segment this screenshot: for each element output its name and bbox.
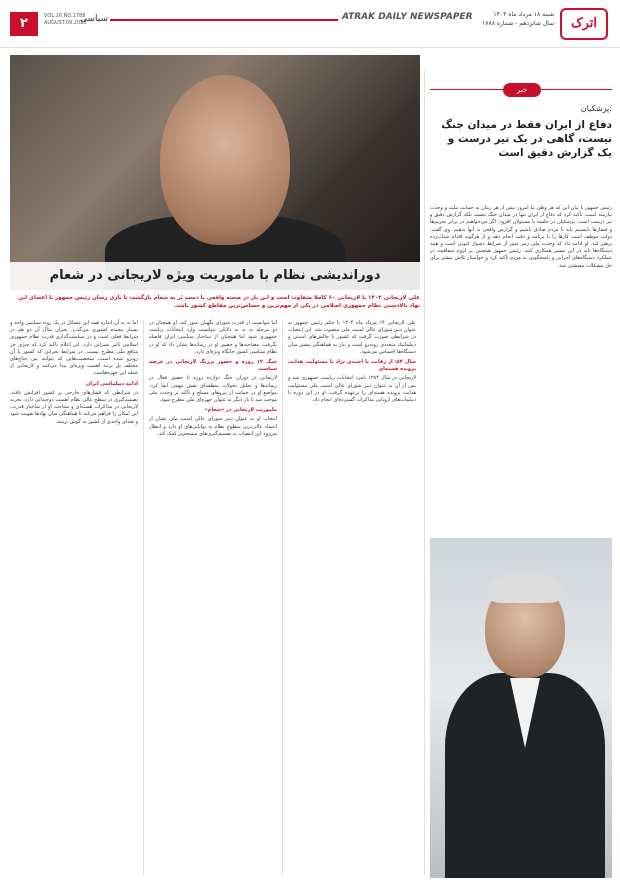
col1-subhead: ادامه دیپلماسی ایران	[85, 380, 138, 387]
page-header	[0, 0, 620, 48]
col2-text-c: انتخاب او به عنوان دبیر شورای عالی امنیت ملی نشان از اعتماد عالی‌ترین سطوح نظام به توانایی‌های او دارد و انتظار می‌رود این انتصاب به تصمیم‌گیری‌های منسجم‌تر کمک کند.	[149, 416, 277, 437]
page-number: ۲	[10, 12, 38, 36]
col2-subhead: چنگ ۱۲ روزه و حضور پررنگ لاریجانی در عرصه سیاست	[149, 359, 277, 373]
col2-subhead-2: ماموریت لاریجانی در «شعام»	[204, 407, 277, 414]
photo-face	[160, 75, 290, 245]
col3-subhead: سال ۸۴: از رقابت با احمدی نژاد تا مسئولیت هدایت پرونده هسته‌ای	[288, 359, 417, 373]
sidebar-kicker: پزشکیان:	[580, 104, 612, 113]
article-column-3	[288, 320, 416, 878]
col3-text-b: لاریجانی در سال ۱۳۸۴ نامزد انتخابات ریاست جمهوری شد و پس از آن به عنوان دبیر شورای عالی امنیت ملی مسئولیت هدایت پرونده هسته‌ای را برعهده گرفت. او در این دوره با دیپلمات‌های اروپایی مذاکرات گسترده‌ای انجام داد.	[288, 375, 416, 404]
sidebar-article	[430, 205, 612, 535]
main-headline: دوراندیشی نظام با ماموریت ویژه لاریجانی در شعام	[10, 262, 420, 290]
col1-text: اما نه به آن اندازه همه این مسائل در یک روند سیاسی واحد و بسیار پیچیده کشوری می‌گذرد. بحران مثال آن دو هم در شرایط فعلی است و در سیاست‌گذاری قدرت نظام جمهوری اسلامی تاثیر بسزایی دارد. این اعلام تاکید کرد که چیزی جز منافع ملی مطرح نیست. در شرایط بحرانی که کشور با آن روبرو شده است، شخصیت‌هایی که بتوانند بین جناح‌های مختلف پل بزنند اهمیت ویژه‌ای پیدا می‌کنند و لاریجانی از جمله این چهره‌هاست.	[10, 320, 138, 377]
col3-text: علی لاریجانی ۱۴ مرداد ماه ۱۴۰۴ با حکم رئیس جمهور به عنوان دبیر شورای عالی امنیت ملی منصوب شد. این انتصاب در شرایطی صورت گرفت که کشور با چالش‌های امنیتی و دیپلماتیک متعددی روبه‌رو است و نیاز به هماهنگی بیشتر میان دستگاه‌ها احساس می‌شود.	[288, 320, 417, 355]
sidebar-photo	[430, 538, 612, 878]
issue-date-fa	[478, 10, 554, 28]
article-column-1	[10, 320, 138, 878]
section-label: سیاسی	[80, 14, 109, 24]
main-caption: علی لاریجانی ۱۴۰۴ با لاریجانی ۶۰ کاملا متفاوت است و این بار در صحنه واقعی با دست پُر به شعام بازگشت تا بازی رسان رئیس جمهور با اعضای این نهاد بالادستی نظام جمهوری اسلامی در یکی از مهم‌ترین و حساس‌ترین مقاطع کشور باشد.	[18, 295, 420, 309]
photo2-hair	[488, 573, 562, 603]
daily-title: ATRAK DAILY NEWSPAPER	[342, 12, 473, 22]
column-divider	[143, 320, 144, 875]
volume-number: VOL.16 NO.1788	[44, 13, 86, 19]
article-column-2	[149, 320, 277, 878]
header-rule	[110, 19, 338, 21]
issue-date-en: AUGUST.09.2025	[44, 20, 87, 26]
col2-text: اما نتوانست از قدرت شورای نگهبان عبور کند. او همچنان در دو مرحله به نه به دلایلی نتوانست وارد انتخابات ریاست جمهوری شود اما همچنان از ساختار سیاسی ایران فاصله نگرفت. مصاحبه‌ها و حضور او در رسانه‌ها نشان داد که او در نظام سیاسی کشور جایگاه ویژه‌ای دارد.	[149, 320, 277, 355]
sidebar-title: دفاع از ایران فقط در میدان جنگ نیست، گاهی در یک تیر درست و یک گزارش دقیق است	[441, 119, 612, 159]
sidebar-text: رئیس جمهور با بیان این که هر وطن ما امروز بیش از هر زمان به حمایت ملت و وحدت نیازمند است، تأکید کرد که دفاع از ایران تنها در میدان جنگ نیست بلکه گزارش دقیق و تیر درست است. پزشکیان در جلسه با مسئولان افزود: اگر می‌خواهیم در برابر تحریم‌ها و فشارها بایستیم باید با مردم صادق باشیم و گزارش واقعی به آنها بدهیم. وی گفت: دولت موظف است کارها را با برنامه و دقت انجام دهد و از هرگونه اقدام شتاب‌زده پرهیز کند. او ادامه داد که وحدت ملی رمز عبور از شرایط دشوار کنونی است و همه دستگاه‌ها باید در این مسیر همکاری کنند. رئیس جمهور همچنین بر لزوم شفافیت در عملکرد دستگاه‌های اجرایی و پاسخگویی به مردم تأکید کرد و خواستار تلاش بیشتر برای حل مشکلات معیشتی شد.	[430, 205, 612, 269]
date-sub: سال شانزدهم - شماره ۱۷۸۸	[482, 20, 554, 27]
col2-text-b: لاریجانی در دوران جنگ دوازده روزه با حضور فعال در رسانه‌ها و تحلیل تحولات منطقه‌ای نقش مهمی ایفا کرد. مواضع او در حمایت از نیروهای مسلح و تأکید بر وحدت ملی موجب شد تا بار دیگر به عنوان چهره‌ای ملی مطرح شود.	[149, 375, 277, 404]
news-tag: خبر	[503, 83, 541, 97]
date-line: شنبه ۱۸ مرداد ماه ۱۴۰۴	[493, 11, 554, 18]
newspaper-logo: اترک	[560, 8, 608, 40]
col1-text-b: در شرایطی که فشارهای خارجی بر کشور افزایش یافته، تصمیم‌گیری در سطح عالی نظام اهمیت دوچندانی دارد. تجربه لاریجانی در مذاکرات هسته‌ای و شناخت او از ساختار قدرت، این امکان را فراهم می‌کند تا هماهنگی میان نهادها تقویت شود و صدای واحدی از کشور به گوش برسد.	[9, 389, 138, 425]
sidebar-divider	[424, 70, 425, 875]
main-photo	[10, 55, 420, 290]
column-divider	[282, 320, 283, 875]
